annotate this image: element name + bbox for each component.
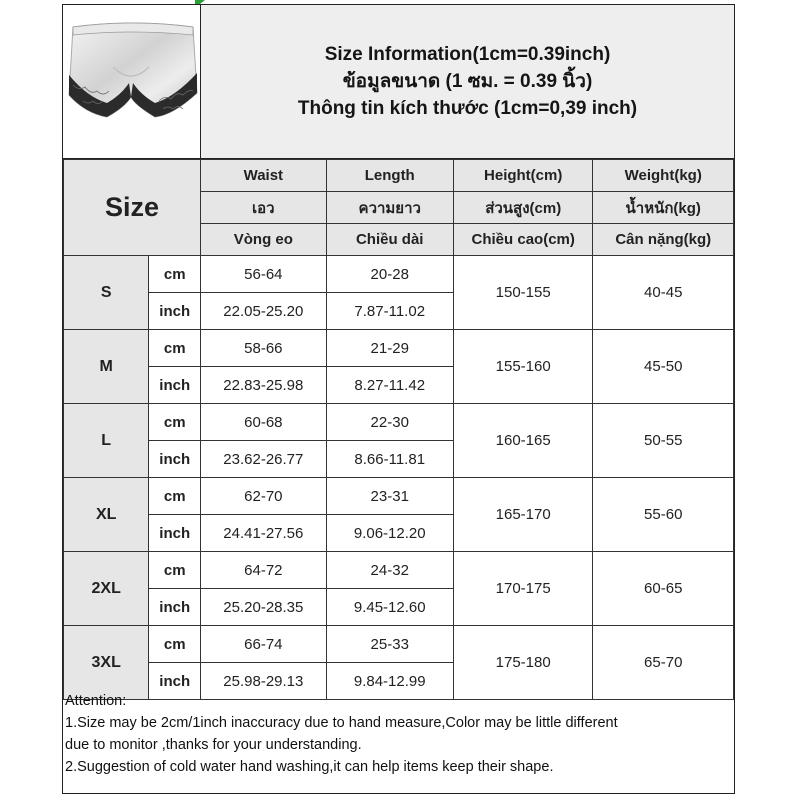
- size-header: Size: [64, 160, 201, 256]
- table-row: [64, 404, 734, 441]
- length-cm: 25-33: [326, 626, 453, 663]
- col-header-weight-vi: Cân nặng(kg): [593, 224, 734, 256]
- waist-cm: 58-66: [201, 330, 326, 367]
- length-cm: 22-30: [326, 404, 453, 441]
- height-range: 150-155: [453, 256, 593, 330]
- unit-cm: cm: [149, 330, 201, 367]
- length-inch: 8.27-11.42: [326, 367, 453, 404]
- col-header-length-vi: Chiều dài: [326, 224, 453, 256]
- height-range: 170-175: [453, 552, 593, 626]
- col-header-height-vi: Chiều cao(cm): [453, 224, 593, 256]
- product-photo: [63, 5, 201, 158]
- unit-inch: inch: [149, 663, 201, 700]
- table-row: [64, 478, 734, 515]
- unit-inch: inch: [149, 589, 201, 626]
- height-range: 175-180: [453, 626, 593, 700]
- waist-inch: 25.98-29.13: [201, 663, 326, 700]
- col-header-waist: Waist: [201, 160, 326, 192]
- length-inch: 9.45-12.60: [326, 589, 453, 626]
- unit-cm: cm: [149, 552, 201, 589]
- waist-cm: 64-72: [201, 552, 326, 589]
- length-inch: 8.66-11.81: [326, 441, 453, 478]
- col-header-length: Length: [326, 160, 453, 192]
- weight-range: 55-60: [593, 478, 734, 552]
- unit-inch: inch: [149, 367, 201, 404]
- length-cm: 20-28: [326, 256, 453, 293]
- title-vietnamese: Thông tin kích thước (1cm=0,39 inch): [297, 98, 638, 119]
- waist-cm: 56-64: [201, 256, 326, 293]
- height-range: 160-165: [453, 404, 593, 478]
- col-header-waist-thai: เอว: [201, 192, 326, 224]
- waist-cm: 62-70: [201, 478, 326, 515]
- waist-inch: 24.41-27.56: [201, 515, 326, 552]
- size-label: XL: [64, 478, 149, 552]
- title-english: Size Information(1cm=0.39inch): [324, 44, 611, 65]
- height-range: 155-160: [453, 330, 593, 404]
- size-label: S: [64, 256, 149, 330]
- shorts-image-icon: [63, 5, 200, 158]
- note-line-1: 1.Size may be 2cm/1inch inaccuracy due to hand measure,Color may be little different: [65, 715, 618, 731]
- unit-cm: cm: [149, 404, 201, 441]
- waist-inch: 23.62-26.77: [201, 441, 326, 478]
- title-thai: ข้อมูลขนาด (1 ซม. = 0.39 นิ้ว): [342, 71, 593, 92]
- col-header-height: Height(cm): [453, 160, 593, 192]
- notes-heading: Attention:: [65, 693, 127, 709]
- unit-cm: cm: [149, 256, 201, 293]
- note-line-2: due to monitor ,thanks for your understanding.: [65, 737, 362, 753]
- length-inch: 9.06-12.20: [326, 515, 453, 552]
- size-label: M: [64, 330, 149, 404]
- height-range: 165-170: [453, 478, 593, 552]
- length-inch: 7.87-11.02: [326, 293, 453, 330]
- unit-cm: cm: [149, 626, 201, 663]
- table-row: [64, 330, 734, 367]
- weight-range: 40-45: [593, 256, 734, 330]
- table-row: [64, 256, 734, 293]
- table-row: [64, 552, 734, 589]
- attention-notes: [65, 690, 728, 778]
- weight-range: 60-65: [593, 552, 734, 626]
- unit-inch: inch: [149, 293, 201, 330]
- size-table: [63, 159, 734, 700]
- length-inch: 9.84-12.99: [326, 663, 453, 700]
- weight-range: 45-50: [593, 330, 734, 404]
- col-header-height-thai: ส่วนสูง(cm): [453, 192, 593, 224]
- weight-range: 50-55: [593, 404, 734, 478]
- header-section: [63, 5, 734, 159]
- size-label: 2XL: [64, 552, 149, 626]
- title-block: [201, 5, 734, 158]
- waist-inch: 22.83-25.98: [201, 367, 326, 404]
- col-header-length-thai: ความยาว: [326, 192, 453, 224]
- unit-inch: inch: [149, 441, 201, 478]
- waist-cm: 66-74: [201, 626, 326, 663]
- waist-inch: 25.20-28.35: [201, 589, 326, 626]
- waist-inch: 22.05-25.20: [201, 293, 326, 330]
- size-label: 3XL: [64, 626, 149, 700]
- weight-range: 65-70: [593, 626, 734, 700]
- col-header-weight-thai: น้ำหนัก(kg): [593, 192, 734, 224]
- header-row-english: [64, 160, 734, 192]
- col-header-waist-vi: Vòng eo: [201, 224, 326, 256]
- size-label: L: [64, 404, 149, 478]
- table-row: [64, 626, 734, 663]
- unit-inch: inch: [149, 515, 201, 552]
- waist-cm: 60-68: [201, 404, 326, 441]
- length-cm: 24-32: [326, 552, 453, 589]
- unit-cm: cm: [149, 478, 201, 515]
- size-chart-card: [62, 4, 735, 794]
- note-line-3: 2.Suggestion of cold water hand washing,it can help items keep their shape.: [65, 759, 554, 775]
- length-cm: 21-29: [326, 330, 453, 367]
- col-header-weight: Weight(kg): [593, 160, 734, 192]
- length-cm: 23-31: [326, 478, 453, 515]
